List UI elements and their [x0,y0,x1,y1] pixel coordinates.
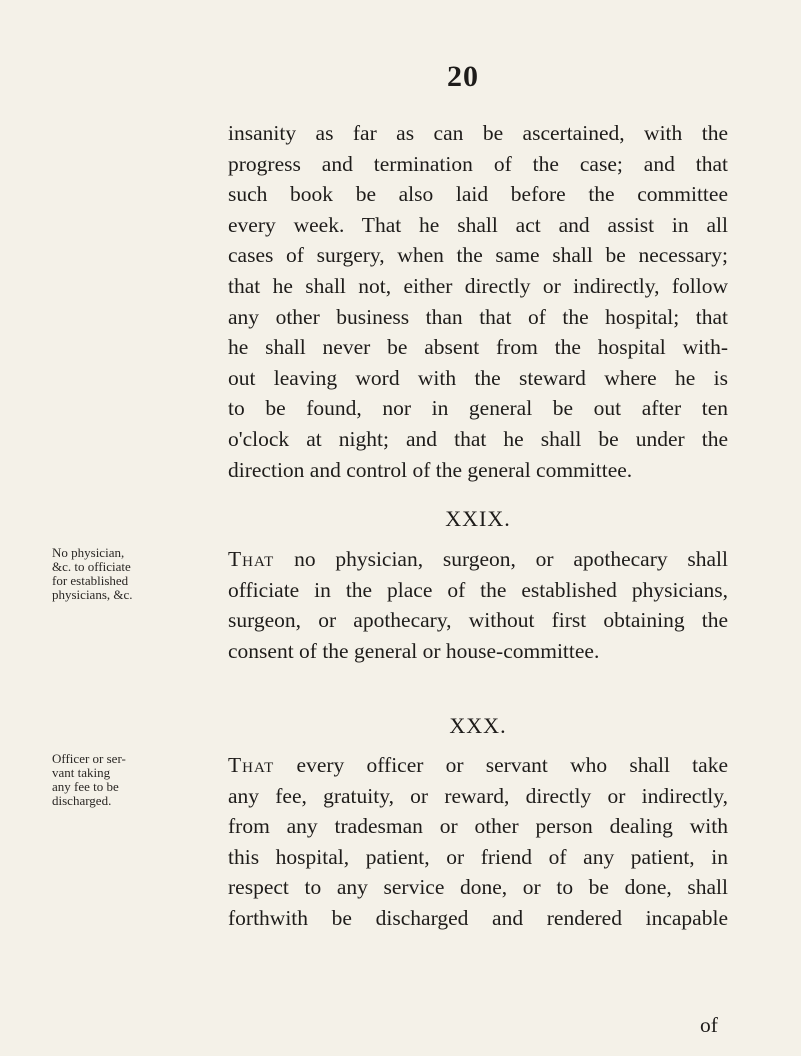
text-fragment: every officer or servant who shall take [274,753,728,777]
text-line: insanity as far as can be ascertained, with the [228,121,728,145]
margin-note-line: any fee to be [52,779,119,794]
page-number: 20 [447,60,479,93]
text-line: that he shall not, either directly or indirectly, follow [228,273,728,298]
text-line: respect to any service done, or to be done, shall [228,875,728,900]
margin-note-xxx [52,752,212,808]
margin-note-line: Officer or ser- [52,751,126,766]
text-line [228,544,728,575]
margin-note-line: &c. to officiate [52,559,131,574]
text-line: he shall never be absent from the hospital with- [228,335,728,360]
margin-note-line: No physician, [52,545,125,560]
text-line: progress and termination of the case; and that [228,151,728,176]
text-line: direction and control of the general committee. [228,457,633,482]
text-line: to be found, nor in general be out after ten [228,396,728,421]
text-line [228,750,728,781]
text-line: forthwith be discharged and rendered incapable [228,905,728,930]
lead-word: That [228,547,275,571]
lead-word: That [228,753,275,777]
text-line: any fee, gratuity, or reward, directly or indirectly, [228,783,728,808]
text-line: o'clock at night; and that he shall be under the [228,426,728,451]
text-line: such book be also laid before the committee [228,182,728,207]
section-heading-xxix: XXIX. [445,506,511,531]
margin-note-xxix [52,546,212,602]
section-paragraph-xxx [228,750,728,934]
section-heading-xxx: XXX. [449,713,507,738]
text-line: every week. That he shall act and assist in all [228,212,728,237]
text-line: out leaving word with the steward where he is [228,365,728,390]
text-line: officiate in the place of the established physicians, [228,577,728,602]
text-line: any other business than that of the hospital; that [228,304,728,329]
opening-paragraph [228,118,728,485]
text-line: this hospital, patient, or friend of any patient, in [228,844,728,869]
section-paragraph-xxix [228,544,728,666]
margin-note-line: vant taking [52,765,111,780]
text-line: from any tradesman or other person dealing with [228,814,728,839]
margin-note-line: physicians, &c. [52,587,133,602]
text-line: surgeon, or apothecary, without first obtaining the [228,608,728,633]
catchword: of [700,1013,718,1037]
text-fragment: no physician, surgeon, or apothecary shall [274,547,728,571]
margin-note-line: discharged. [52,793,112,808]
text-line: consent of the general or house-committee. [228,638,600,663]
margin-note-line: for established [52,573,129,588]
text-line: cases of surgery, when the same shall be necessary; [228,243,728,268]
